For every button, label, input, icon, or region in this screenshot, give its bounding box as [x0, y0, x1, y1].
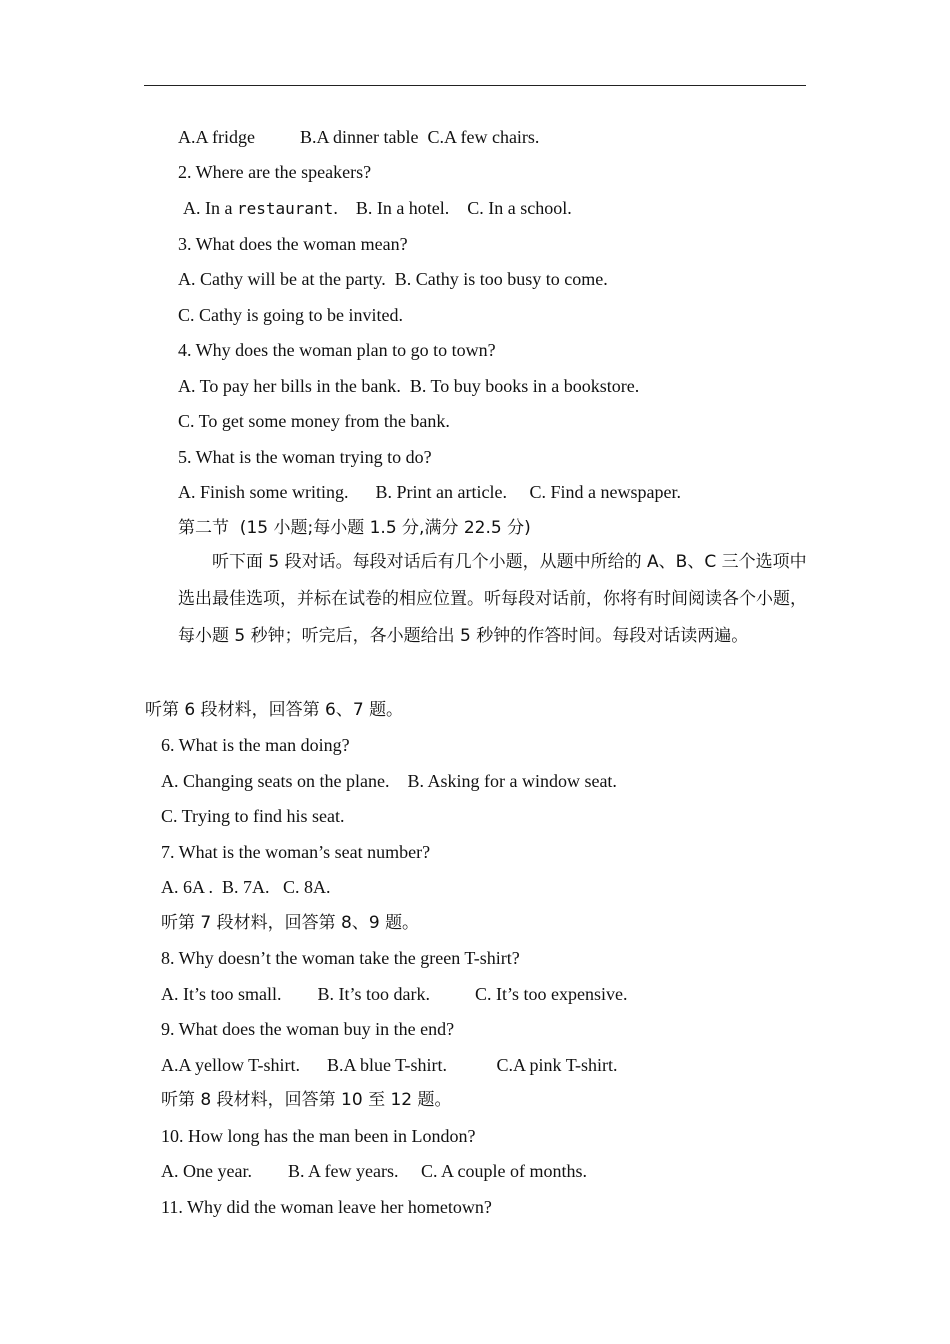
- section2-instructions: 听下面 5 段对话。每段对话后有几个小题，从题中所给的 A、B、C 三个选项中选出最佳选项，并标在试卷的相应位置。听每段对话前，你将有时间阅读各个小题，每小题 5 秒钟；听完后，各小题给出 5 秒钟的作答时间。每段对话读两遍。: [178, 552, 807, 646]
- q5-options: A. Finish some writing. B. Print an article. C. Find a newspaper.: [178, 482, 681, 502]
- q2-options-rest: . B. In a hotel. C. In a school.: [333, 198, 572, 218]
- q3-option-c: C. Cathy is going to be invited.: [178, 305, 403, 325]
- q4-options-ab: A. To pay her bills in the bank. B. To buy books in a bookstore.: [178, 376, 640, 396]
- q8-question: 8. Why doesn’t the woman take the green T-shirt?: [161, 948, 520, 968]
- q10-question: 10. How long has the man been in London?: [161, 1126, 476, 1146]
- q9-question: 9. What does the woman buy in the end?: [161, 1019, 455, 1039]
- q6-question: 6. What is the man doing?: [161, 735, 350, 755]
- q2-option-a-word: restaurant: [236, 199, 334, 218]
- passage7-intro: 听第 7 段材料，回答第 8、9 题。: [161, 913, 420, 933]
- q6-option-c: C. Trying to find his seat.: [161, 806, 345, 826]
- q1-options: A.A fridge B.A dinner table C.A few chairs.: [178, 127, 540, 147]
- q3-options-ab: A. Cathy will be at the party. B. Cathy is too busy to come.: [178, 269, 608, 289]
- q2-question: 2. Where are the speakers?: [178, 162, 372, 182]
- passage6-intro: 听第 6 段材料，回答第 6、7 题。: [145, 700, 404, 720]
- q3-question: 3. What does the woman mean?: [178, 234, 408, 254]
- q6-options-ab: A. Changing seats on the plane. B. Asking for a window seat.: [161, 771, 617, 791]
- q5-question: 5. What is the woman trying to do?: [178, 447, 432, 467]
- q2-options: [183, 197, 572, 220]
- section2-heading: 第二节 (15 小题;每小题 1.5 分,满分 22.5 分): [178, 518, 531, 538]
- q7-question: 7. What is the woman’s seat number?: [161, 842, 431, 862]
- q10-options: A. One year. B. A few years. C. A couple of months.: [161, 1161, 587, 1181]
- q4-option-c: C. To get some money from the bank.: [178, 411, 450, 431]
- q2-option-a-prefix: A. In a: [183, 198, 237, 218]
- q11-question: 11. Why did the woman leave her hometown?: [161, 1197, 492, 1217]
- header-rule: [144, 85, 806, 86]
- q7-options: A. 6A . B. 7A. C. 8A.: [161, 877, 331, 897]
- q8-options: A. It’s too small. B. It’s too dark. C. It’s too expensive.: [161, 984, 628, 1004]
- q9-options: A.A yellow T-shirt. B.A blue T-shirt. C.A pink T-shirt.: [161, 1055, 618, 1075]
- q4-question: 4. Why does the woman plan to go to town?: [178, 340, 496, 360]
- passage8-intro: 听第 8 段材料，回答第 10 至 12 题。: [161, 1090, 452, 1110]
